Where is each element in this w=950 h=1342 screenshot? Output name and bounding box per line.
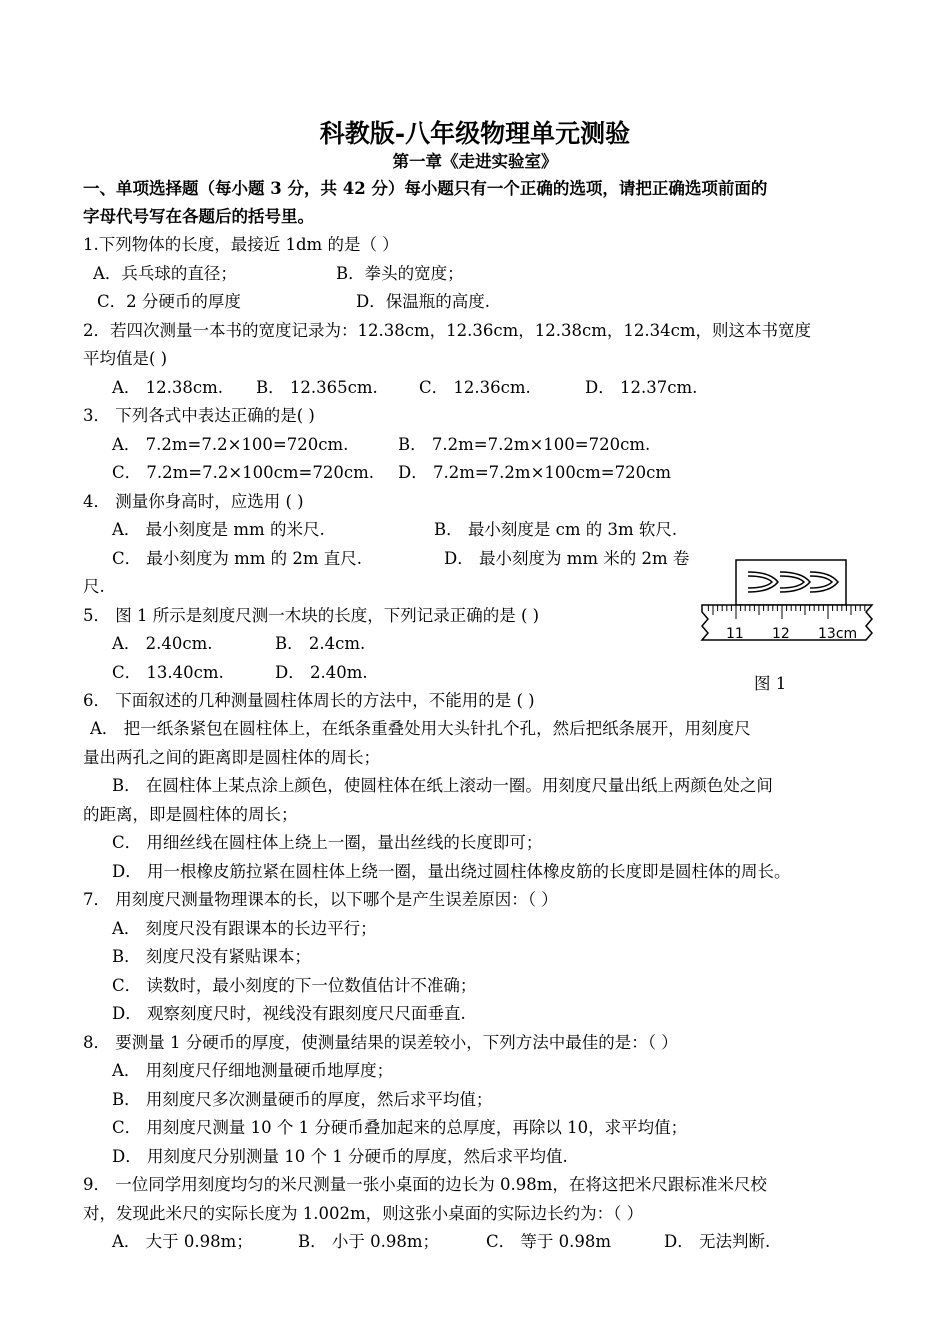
question-8-stem: 8． 要测量 1 分硬币的厚度，使测量结果的误差较小，下列方法中最佳的是：（ ） xyxy=(83,1033,678,1052)
question-9-option-d: D． 无法判断. xyxy=(664,1232,771,1251)
question-3-option-b: B． 7.2m=7.2m×100=720cm. xyxy=(398,435,651,454)
question-9-stem-cont: 对，发现此米尺的实际长度为 1.002m，则这张小桌面的实际边长约为：（ ） xyxy=(83,1204,644,1223)
question-4-option-c: C． 最小刻度为 mm 的 2m 直尺. xyxy=(112,549,363,568)
question-7-option-c: C． 读数时，最小刻度的下一位数值估计不准确； xyxy=(112,976,477,995)
chapter-subtitle: 第一章《走进实验室》 xyxy=(392,152,558,171)
question-4-option-b: B． 最小刻度是 cm 的 3m 软尺. xyxy=(434,520,678,539)
question-2-option-d: D． 12.37cm. xyxy=(585,378,698,397)
question-2-option-c: C． 12.36cm. xyxy=(419,378,531,397)
question-1-stem: 1.下列物体的长度，最接近 1dm 的是（ ） xyxy=(83,235,399,254)
question-3-stem: 3． 下列各式中表达正确的是( ) xyxy=(83,406,315,425)
ruler-label-12: 12 xyxy=(772,626,790,642)
question-3-option-d: D． 7.2m=7.2m×100cm=720cm xyxy=(398,463,671,482)
question-8-option-a: A． 用刻度尺仔细地测量硬币地厚度； xyxy=(112,1061,394,1080)
question-5-option-b: B． 2.4cm. xyxy=(275,634,366,653)
question-2-stem: 2．若四次测量一本书的宽度记录为：12.38cm，12.36cm，12.38cm，12.34cm，则这本书宽度 xyxy=(83,321,811,340)
question-3-option-c: C． 7.2m=7.2×100cm=720cm. xyxy=(112,463,374,482)
question-2-stem-cont: 平均值是( ) xyxy=(83,349,168,368)
question-4-stem: 4． 测量你身高时，应选用 ( ) xyxy=(83,492,304,511)
question-9-option-a: A． 大于 0.98m； xyxy=(112,1232,253,1251)
question-3-option-a: A． 7.2m=7.2×100=720cm. xyxy=(112,435,349,454)
question-2-option-b: B． 12.365cm. xyxy=(256,378,378,397)
ruler-figure xyxy=(700,558,875,653)
question-5-stem: 5． 图 1 所示是刻度尺测一木块的长度，下列记录正确的是 ( ) xyxy=(83,606,540,625)
question-9-option-b: B． 小于 0.98m； xyxy=(298,1232,439,1251)
question-5-option-d: D． 2.40m. xyxy=(275,663,368,682)
ruler-label-13cm: 13cm xyxy=(818,626,858,642)
question-6-stem: 6． 下面叙述的几种测量圆柱体周长的方法中，不能用的是 ( ) xyxy=(83,691,535,710)
page-title: 科教版-八年级物理单元测验 xyxy=(319,119,631,148)
section-heading: 一、单项选择题（每小题 3 分，共 42 分）每小题只有一个正确的选项，请把正确选项前面的 xyxy=(83,179,768,198)
question-6-option-b: B． 在圆柱体上某点涂上颜色，使圆柱体在纸上滚动一圈。用刻度尺量出纸上两颜色处之间 xyxy=(112,776,773,795)
question-9-stem: 9． 一位同学用刻度均匀的米尺测量一张小桌面的边长为 0.98m，在将这把米尺跟标准米尺校 xyxy=(83,1175,767,1194)
question-7-option-b: B． 刻度尺没有紧贴课本； xyxy=(112,947,311,966)
question-4-option-d: D． 最小刻度为 mm 米的 2m 卷 xyxy=(444,549,690,568)
question-1-option-a: A．兵乓球的直径； xyxy=(93,264,237,283)
ruler-label-11: 11 xyxy=(726,626,744,642)
question-6-option-a-cont: 量出两孔之间的距离即是圆柱体的周长； xyxy=(83,748,380,767)
question-9-option-c: C． 等于 0.98m xyxy=(486,1232,611,1251)
question-5-option-c: C． 13.40cm. xyxy=(112,663,224,682)
question-2-option-a: A． 12.38cm. xyxy=(112,378,224,397)
section-heading-cont: 字母代号写在各题后的括号里。 xyxy=(83,207,314,226)
question-8-option-b: B． 用刻度尺多次测量硬币的厚度，然后求平均值； xyxy=(112,1090,493,1109)
question-6-option-a: A． 把一纸条紧包在圆柱体上，在纸条重叠处用大头针扎个孔，然后把纸条展开，用刻度尺 xyxy=(90,719,751,738)
question-8-option-d: D． 用刻度尺分别测量 10 个 1 分硬币的厚度，然后求平均值. xyxy=(112,1147,568,1166)
question-1-option-b: B．拳头的宽度； xyxy=(336,264,464,283)
question-6-option-b-cont: 的距离，即是圆柱体的周长； xyxy=(83,805,298,824)
question-5-option-a: A． 2.40cm. xyxy=(112,634,213,653)
figure-caption: 图 1 xyxy=(754,674,787,693)
question-7-option-a: A． 刻度尺没有跟课本的长边平行； xyxy=(112,919,377,938)
question-7-option-d: D． 观察刻度尺时，视线没有跟刻度尺尺面垂直. xyxy=(112,1004,466,1023)
question-1-option-d: D．保温瓶的高度. xyxy=(356,292,490,311)
question-6-option-c: C． 用细丝线在圆柱体上绕上一圈，量出丝线的长度即可； xyxy=(112,833,543,852)
question-4-option-d-cont: 尺. xyxy=(83,577,105,596)
question-1-option-c: C．2 分硬币的厚度 xyxy=(97,292,241,311)
question-4-option-a: A． 最小刻度是 mm 的米尺. xyxy=(112,520,325,539)
wooden-block xyxy=(736,560,846,605)
question-7-stem: 7． 用刻度尺测量物理课本的长，以下哪个是产生误差原因：（ ） xyxy=(83,890,558,909)
question-6-option-d: D． 用一根橡皮筋拉紧在圆柱体上绕一圈，量出绕过圆柱体橡皮筋的长度即是圆柱体的周长。 xyxy=(112,862,791,881)
question-8-option-c: C． 用刻度尺测量 10 个 1 分硬币叠加起来的总厚度，再除以 10，求平均值； xyxy=(112,1118,688,1137)
